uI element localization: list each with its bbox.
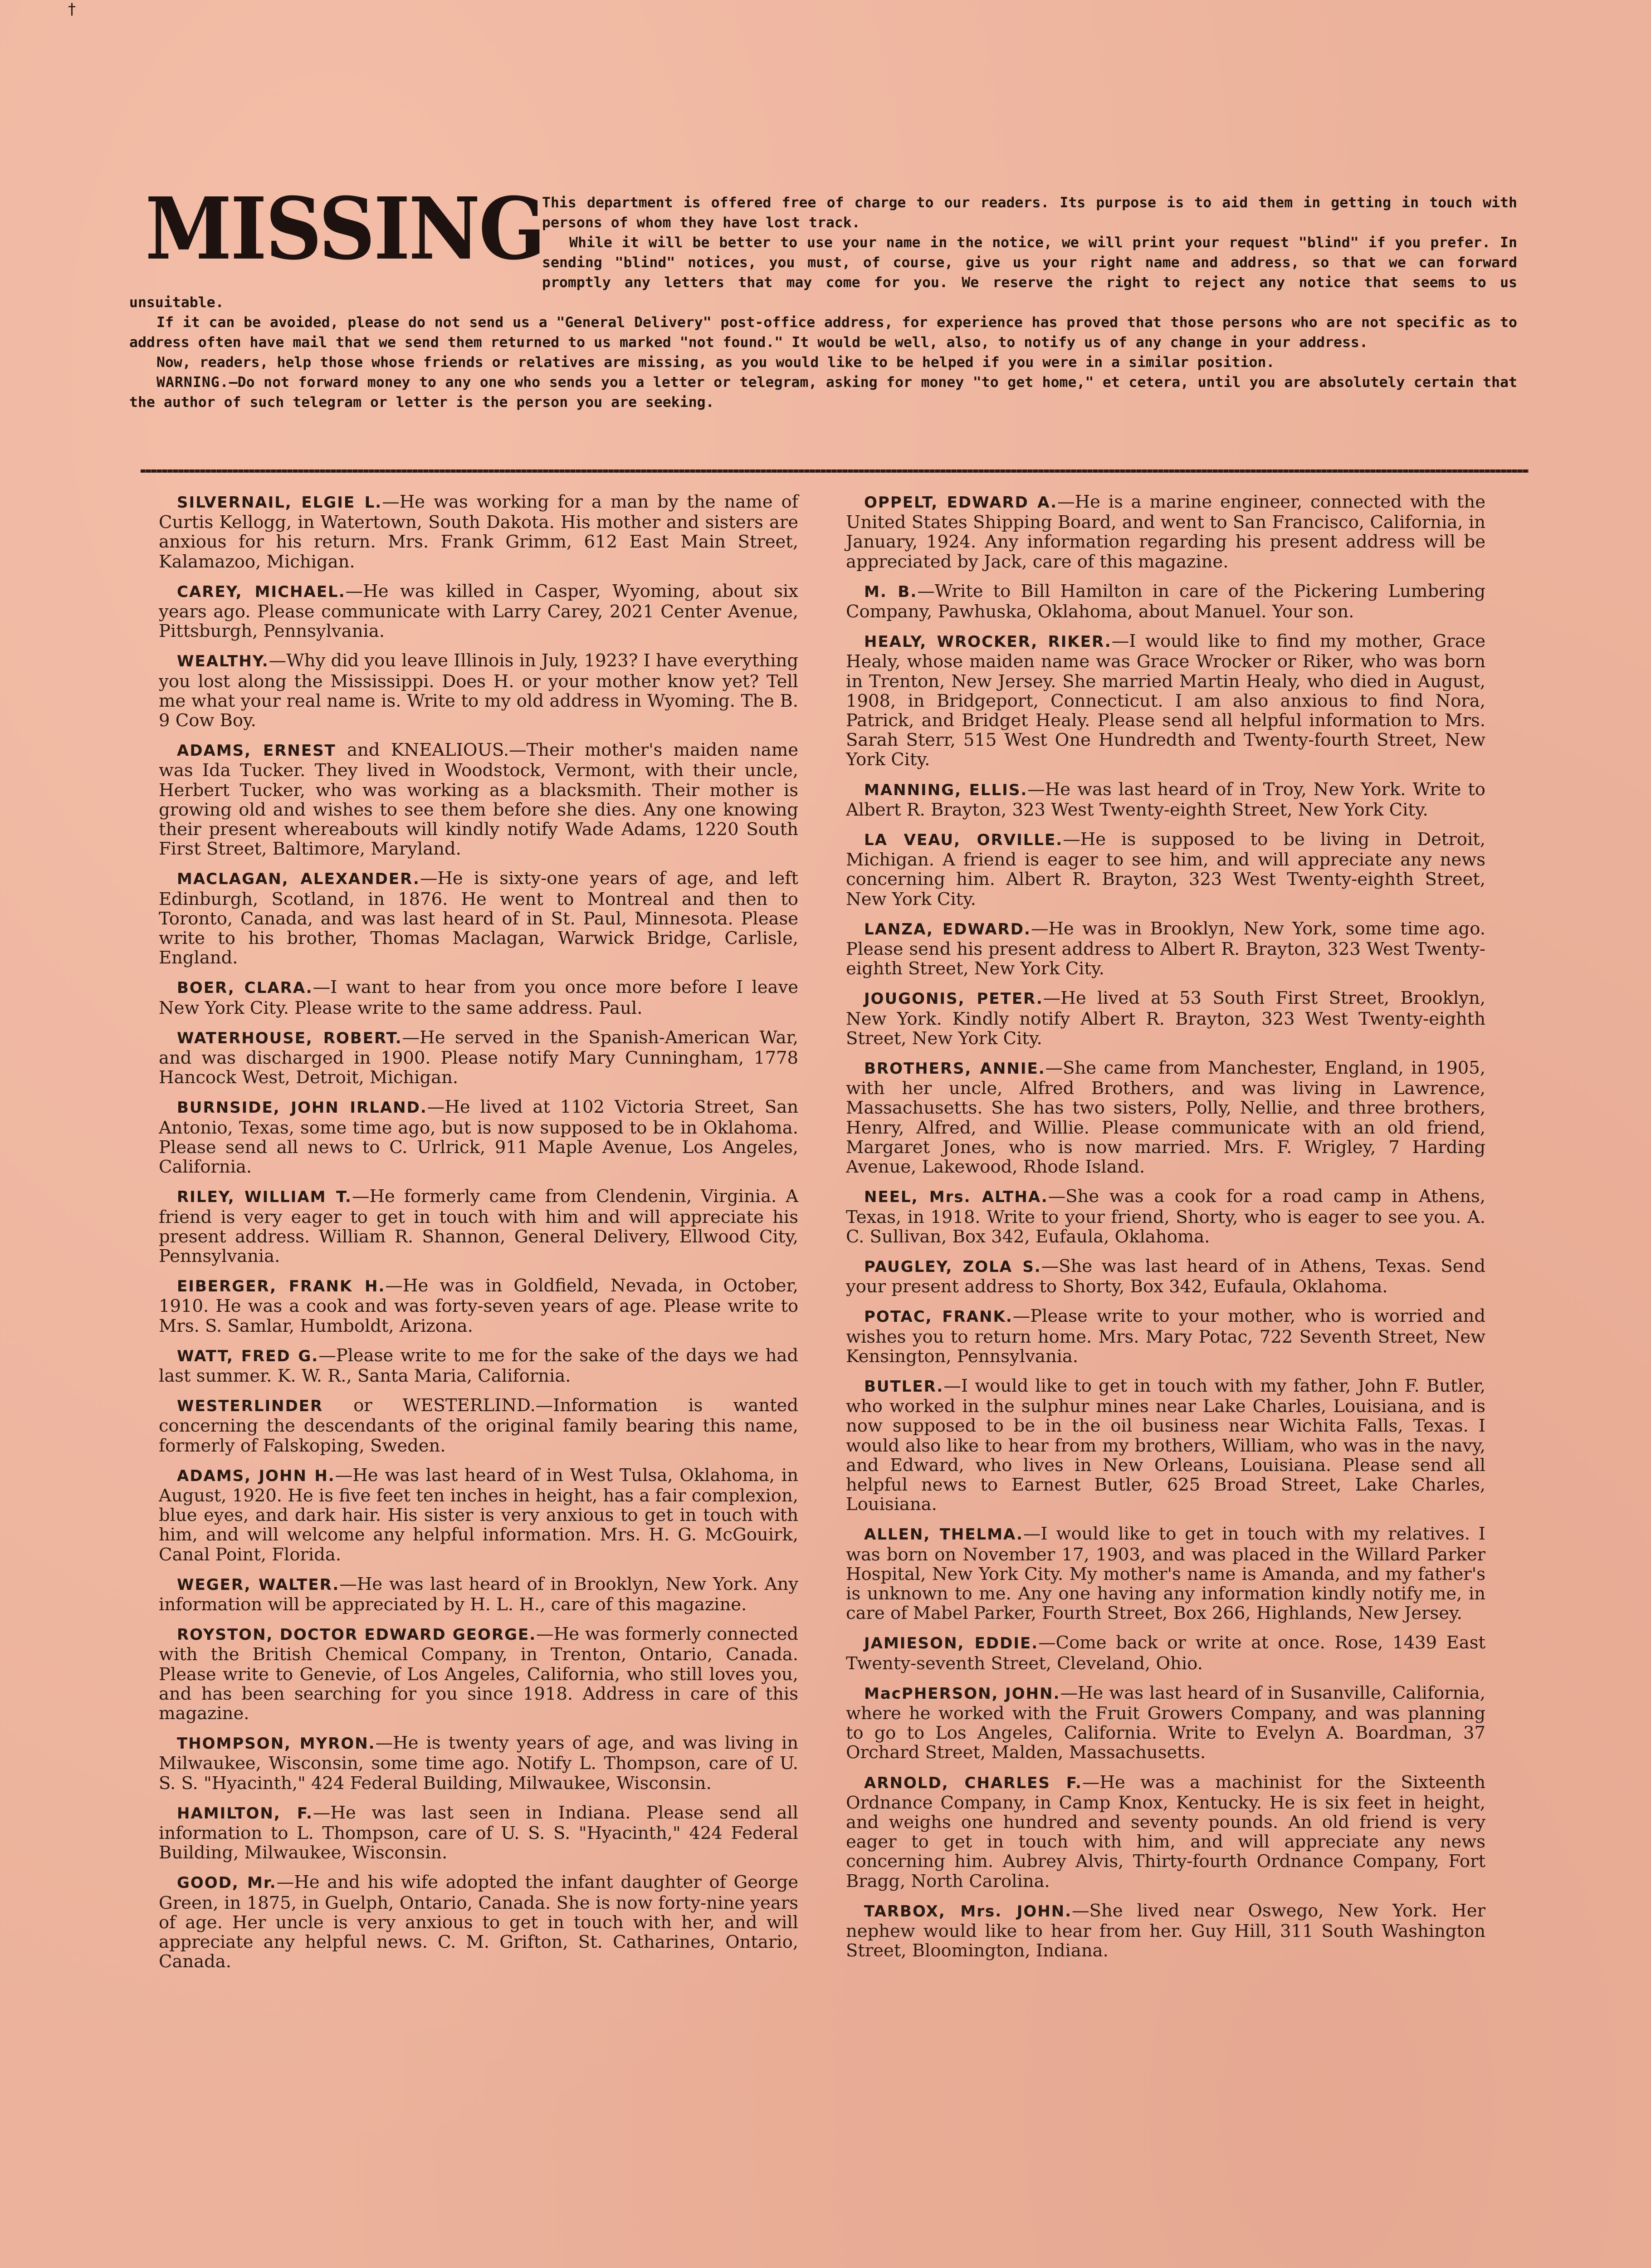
entry-text: or WESTERLIND.—Information is wanted concerning the descendants of the original family bearing this name, formerly of Falskoping, Sweden.: [159, 1395, 798, 1456]
entry-name: MacPHERSON, JOHN.: [864, 1684, 1060, 1703]
entry-name: BROTHERS, ANNIE.: [864, 1060, 1045, 1078]
entry-text: —He was killed in Casper, Wyoming, about six years ago. Please communicate with Larry Carey, 2021 Center Avenue, Pittsburgh, Pennsylvania.: [159, 581, 798, 642]
entry-text: —He was a machinist for the Sixteenth Ordnance Company, in Camp Knox, Kentucky. He is six feet in height, and weighs one hundred and seventy pounds. An old friend is very eager to get in touch with him, and will appreciate any news concerning him. Aubrey Alvis, Thirty-fourth Ordnance Company, Fort Bragg, North Carolina.: [846, 1772, 1485, 1892]
entry-text: —He is sixty-one years of age, and left Edinburgh, Scotland, in 1876. He went to Montreal and then to Toronto, Canada, and was last heard of in St. Paul, Minnesota. Please write to his brother, Thomas Maclagan, Warwick Bridge, Carlisle, England.: [159, 868, 799, 968]
right-column-entry: [846, 1901, 1485, 1961]
entry-name: BOER, CLARA.: [177, 979, 313, 997]
entry-name: LA VEAU, ORVILLE.: [864, 831, 1063, 850]
entry-name: WESTERLINDER: [177, 1397, 323, 1416]
left-column-entry: [159, 651, 798, 730]
entry-text: —I would like to get in touch with my relatives. I was born on November 17, 1903, and was placed in the Willard Parker Hospital, New York City. My mother's name is Amanda, and my father's is unknown to me. Any one having any information kindly notify me, in care of Mabel Parker, Fourth Street, Box 266, Highlands, New Jersey.: [846, 1524, 1485, 1624]
entry-name: WEALTHY.: [177, 652, 269, 671]
right-column-entry: [846, 780, 1485, 820]
entry-name: OPPELT, EDWARD A.: [864, 494, 1058, 512]
entry-name: GOOD, Mr.: [177, 1874, 277, 1892]
left-column-entry: [159, 869, 798, 968]
entry-text: —He is a marine engineer, connected with the United States Shipping Board, and went to San Francisco, California, in January, 1924. Any information regarding his present address will be appreciated by Jack, care of this magazine.: [846, 492, 1485, 572]
entry-name: WATERHOUSE, ROBERT.: [177, 1029, 402, 1047]
entry-text: —He was last heard of in West Tulsa, Oklahoma, in August, 1920. He is five feet ten inches in height, has a fair complexion, blue eyes, and dark hair. His sister is very anxious to get in touch with him, and will welcome any helpful information. Mrs. H. G. McGouirk, Canal Point, Florida.: [159, 1465, 798, 1565]
entry-text: —He was working for a man by the name of Curtis Kellogg, in Watertown, South Dakota. His mother and sisters are anxious for his return. Mrs. Frank Grimm, 612 East Main Street, Kalamazoo, Michigan.: [159, 492, 798, 572]
entry-text: —Please write to your mother, who is worried and wishes you to return home. Mrs. Mary Potac, 722 Seventh Street, New Kensington, Pennsylvania.: [846, 1306, 1485, 1367]
left-column-entry: [159, 978, 798, 1017]
entry-name: M. B.: [864, 582, 918, 601]
entry-text: —I would like to get in touch with my father, John F. Butler, who worked in the sulphur mines near Lake Charles, Louisiana, and is now supposed to be in the oil business near Wichita Falls, Texas. I would also like to hear from my brothers, William, who was in the navy, and Edward, who lives in New Orleans, Louisiana. Please send all helpful news to Earnest Butler, 625 Broad Street, Lake Charles, Louisiana.: [846, 1375, 1485, 1515]
right-column-entry: [846, 1376, 1485, 1514]
entry-text: —She was a cook for a road camp in Athens, Texas, in 1918. Write to your friend, Shorty, who is eager to see you. A. C. Sullivan, Box 342, Eufaula, Oklahoma.: [846, 1186, 1485, 1247]
entry-name: ADAMS, JOHN H.: [177, 1466, 335, 1485]
left-column-entry: [159, 1733, 798, 1793]
intro-paragraph-1: This department is offered free of charge to our readers. Its purpose is to aid them in getting in touch with persons of whom they have lost track.: [542, 195, 1517, 231]
entry-name: JOUGONIS, PETER.: [864, 990, 1043, 1008]
entry-name: PAUGLEY, ZOLA S.: [864, 1257, 1041, 1276]
left-column-entry: [159, 1097, 798, 1177]
right-column-entry: [846, 1306, 1485, 1366]
right-column-entry: [846, 1773, 1485, 1891]
ink-mark-top: †: [68, 0, 76, 18]
warning-text: —Do not forward money to any one who sends you a letter or telegram, asking for money "to get home," et cetera, until you are absolutely certain that the author of such telegram or letter is the person you are seeking.: [129, 374, 1517, 411]
entry-name: JAMIESON, EDDIE.: [864, 1634, 1039, 1653]
entry-text: —He was in Brooklyn, New York, some time ago. Please send his present address to Albert R. Brayton, 323 West Twenty-eighth Street, New York City.: [846, 918, 1485, 979]
entry-name: THOMPSON, MYRON.: [177, 1735, 376, 1753]
entry-name: ROYSTON, DOCTOR EDWARD GEORGE.: [177, 1626, 537, 1644]
right-column-entry: [846, 830, 1485, 909]
entry-text: —He was last heard of in Brooklyn, New York. Any information will be appreciated by H. L. H., care of this magazine.: [159, 1574, 798, 1615]
entry-text: —He was last heard of in Troy, New York. Write to Albert R. Brayton, 323 West Twenty-eighth Street, New York City.: [846, 779, 1485, 820]
right-column-entry: [846, 1256, 1485, 1296]
entry-text: —He formerly came from Clendenin, Virginia. A friend is very eager to get in touch with him and will appreciate his present address. William R. Shannon, General Delivery, Ellwood City, Pennsylvania.: [159, 1186, 798, 1266]
left-column-entry: [159, 1803, 798, 1863]
entry-name: ADAMS, ERNEST: [177, 742, 336, 760]
entry-text: —Please write to me for the sake of the days we had last summer. K. W. R., Santa Maria, California.: [159, 1345, 798, 1386]
entry-text: —He is twenty years of age, and was living in Milwaukee, Wisconsin, some time ago. Notify L. Thompson, care of U. S. S. "Hyacinth," 424 Federal Building, Milwaukee, Wisconsin.: [159, 1733, 798, 1794]
entry-name: EIBERGER, FRANK H.: [177, 1277, 386, 1296]
right-column-entry: [846, 1187, 1485, 1246]
left-column-entry: [159, 1624, 798, 1723]
entry-text: —He is supposed to be living in Detroit, Michigan. A friend is eager to see him, and will appreciate any news concerning him. Albert R. Brayton, 323 West Twenty-eighth Street, New York City.: [846, 829, 1485, 909]
entry-text: —I want to hear from you once more before I leave New York City. Please write to the same address. Paul.: [159, 977, 798, 1018]
entry-name: MACLAGAN, ALEXANDER.: [177, 870, 420, 889]
left-column-entry: [159, 1028, 798, 1088]
page-title: MISSING: [145, 179, 544, 279]
entry-name: SILVERNAIL, ELGIE L.: [177, 494, 382, 512]
right-column-entry: [846, 1633, 1485, 1673]
missing-header: [129, 179, 1524, 442]
right-column-entry: [846, 1058, 1485, 1177]
entry-text: —Why did you leave Illinois in July, 1923? I have everything you lost along the Mississippi. Does H. or your mother know yet? Tell me what your real name is. Write to my old address in Wyoming. The B. 9 Cow Boy.: [159, 650, 798, 731]
entry-name: HAMILTON, F.: [177, 1804, 313, 1823]
entry-name: MANNING, ELLIS.: [864, 781, 1028, 799]
entry-text: —Come back or write at once. Rose, 1439 East Twenty-seventh Street, Cleveland, Ohio.: [846, 1633, 1485, 1674]
entry-name: BURNSIDE, JOHN IRLAND.: [177, 1099, 427, 1117]
left-column-entry: [159, 492, 798, 572]
right-column-entry: [846, 582, 1485, 621]
right-column-entry: [846, 1683, 1485, 1763]
warning-label: WARNING.: [156, 374, 229, 391]
entry-name: POTAC, FRANK.: [864, 1308, 1013, 1326]
left-column-entry: [159, 1187, 798, 1266]
right-column-entry: [846, 919, 1485, 979]
entry-text: —He was last seen in Indiana. Please send all information to L. Thompson, care of U. S. S. "Hyacinth," 424 Federal Building, Milwaukee, Wisconsin.: [159, 1802, 798, 1863]
left-column-entry: [159, 1872, 798, 1971]
entry-name: RILEY, WILLIAM T.: [177, 1188, 352, 1207]
right-column-entry: [846, 492, 1485, 572]
right-column: [846, 492, 1485, 1970]
entry-text: —He served in the Spanish-American War, and was discharged in 1900. Please notify Mary Cunningham, 1778 Hancock West, Detroit, Michigan.: [159, 1027, 798, 1088]
left-column-entry: [159, 1396, 798, 1456]
entry-name: CAREY, MICHAEL.: [177, 582, 346, 601]
entry-text: —He and his wife adopted the infant daughter of George Green, in 1875, in Guelph, Ontario, Canada. She is now forty-nine years of age. Her uncle is very anxious to get in touch with her, and will appreciate any helpful news. C. M. Grifton, St. Catharines, Ontario, Canada.: [159, 1872, 799, 1972]
warning-paragraph: [129, 372, 1517, 412]
header-divider: [141, 469, 1529, 473]
right-column-entry: [846, 631, 1485, 769]
entry-text: —Write to Bill Hamilton in care of the Pickering Lumbering Company, Pawhuska, Oklahoma, about Manuel. Your son.: [846, 581, 1486, 622]
entry-name: ARNOLD, CHARLES F.: [864, 1774, 1082, 1792]
entry-text: —He was formerly connected with the British Chemical Company, in Trenton, Ontario, Canada. Please write to Genevie, of Los Angeles, California, who still loves you, and has been searching for you since 1918. Address in care of this magazine.: [159, 1624, 798, 1724]
right-column-entry: [846, 988, 1485, 1048]
left-column-entry: [159, 1466, 798, 1564]
right-column-entry: [846, 1524, 1485, 1623]
entry-name: TARBOX, Mrs. JOHN.: [864, 1902, 1072, 1921]
entry-text: —He lived at 53 South First Street, Brooklyn, New York. Kindly notify Albert R. Brayton, 323 West Twenty-eighth Street, New York City.: [846, 988, 1486, 1049]
left-column-entry: [159, 1346, 798, 1386]
left-column-entry: [159, 740, 798, 859]
entry-text: —She came from Manchester, England, in 1905, with her uncle, Alfred Brothers, and was living in Lawrence, Massachusetts. She has two sisters, Polly, Nellie, and three brothers, Henry, Alfred, and Willie. Please communicate with an old friend, Margaret Jones, who is now married. Mrs. F. Wrigley, 7 Harding Avenue, Lakewood, Rhode Island.: [846, 1058, 1485, 1178]
entry-text: —I would like to find my mother, Grace Healy, whose maiden name was Grace Wrocker or Riker, who was born in Trenton, New Jersey. She married Martin Healy, who died in August, 1908, in Bridgeport, Connecticut. I am also anxious to find Nora, Patrick, and Bridget Healy. Please send all helpful information to Mrs. Sarah Sterr, 515 West One Hundredth and Twenty-fourth Street, New York City.: [846, 631, 1485, 770]
intro-paragraph-4: Now, readers, help those whose friends or relatives are missing, as you would like to be helped if you were in a similar position.: [156, 354, 1275, 371]
entry-name: BUTLER.: [864, 1377, 944, 1396]
left-column: [159, 492, 798, 1981]
entry-name: LANZA, EDWARD.: [864, 920, 1031, 938]
intro-paragraph-3: If it can be avoided, please do not send us a "General Delivery" post-office address, for experience has proved that those persons who are not specific as to address often have mail that we send them returned to us marked "not found." It would be well, also, to notify us of any change in your address.: [129, 314, 1517, 351]
entry-text: —He lived at 1102 Victoria Street, San Antonio, Texas, some time ago, but is now supposed to be in Oklahoma. Please send all news to C. Urlrick, 911 Maple Avenue, Los Angeles, California.: [159, 1097, 798, 1178]
entry-text: —She lived near Oswego, New York. Her nephew would like to hear from her. Guy Hill, 311 South Washington Street, Bloomington, Indiana.: [846, 1900, 1485, 1961]
left-column-entry: [159, 1574, 798, 1614]
entry-name: NEEL, Mrs. ALTHA.: [864, 1188, 1048, 1207]
left-column-entry: [159, 1276, 798, 1336]
entry-name: HEALY, WROCKER, RIKER.: [864, 633, 1112, 651]
entry-text: and KNEALIOUS.—Their mother's maiden name was Ida Tucker. They lived in Woodstock, Vermont, with their uncle, Herbert Tucker, who was working as a blacksmith. Their mother is growing old and wishes to see them before she dies. Any one knowing their present whereabouts will kindly notify Wade Adams, 1220 South First Street, Baltimore, Maryland.: [159, 740, 798, 860]
intro-paragraph-2: While it will be better to use your name in the notice, we will print your request "blind" if you prefer. In sending "blind" notices, you must, of course, give us your right name and address, so that we can forward promptly any letters that may come for you. We reserve the right to reject any notice that seems to us unsuitable.: [129, 235, 1517, 311]
entry-name: WEGER, WALTER.: [177, 1575, 340, 1594]
left-column-entry: [159, 582, 798, 641]
entry-text: —He was in Goldfield, Nevada, in October, 1910. He was a cook and was forty-seven years of age. Please write to Mrs. S. Samlar, Humboldt, Arizona.: [159, 1276, 799, 1336]
entry-name: WATT, FRED G.: [177, 1347, 319, 1365]
entry-text: —He was last heard of in Susanville, California, where he worked with the Fruit Growers Company, and was planning to go to Los Angeles, California. Write to Evelyn A. Boardman, 37 Orchard Street, Malden, Massachusetts.: [846, 1682, 1485, 1763]
entry-name: ALLEN, THELMA.: [864, 1525, 1023, 1544]
entry-text: —She was last heard of in Athens, Texas. Send your present address to Shorty, Box 342, Eufaula, Oklahoma.: [846, 1256, 1485, 1297]
